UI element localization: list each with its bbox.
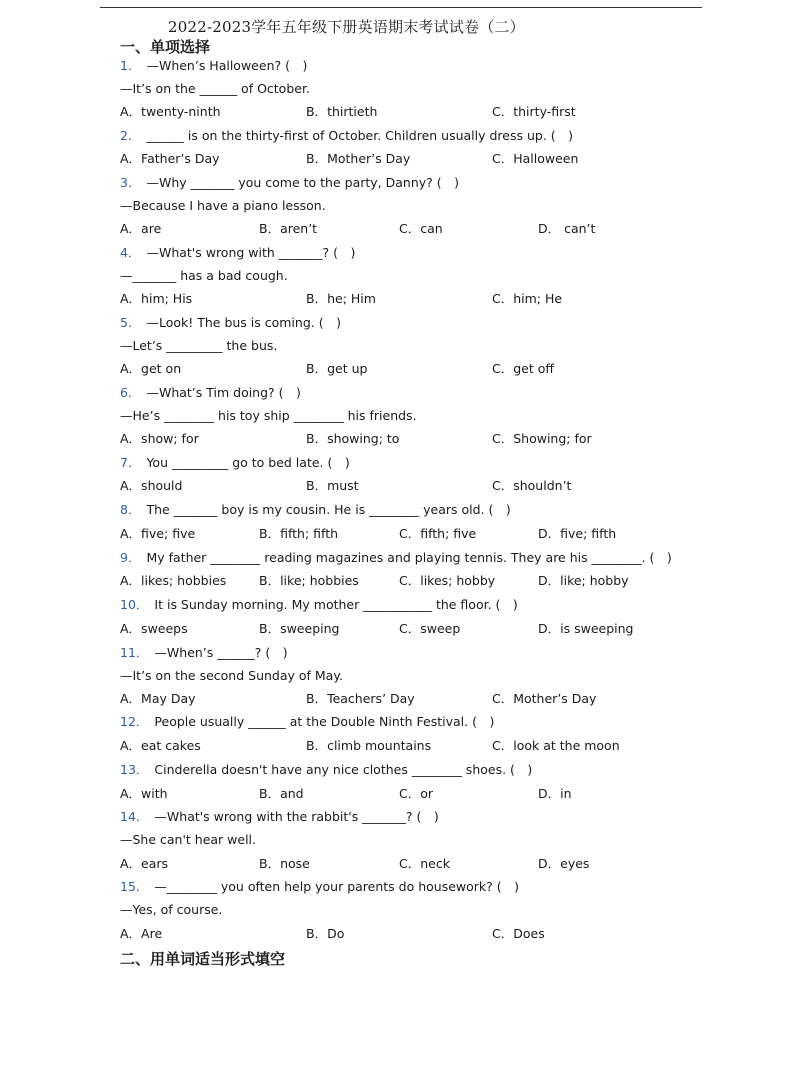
- answer-option: C．Showing; for: [492, 431, 592, 446]
- question-stem: [120, 809, 439, 825]
- question-text: —When’s ______? ( ): [154, 645, 288, 660]
- question-text: It is Sunday morning. My mother ___________ the floor. ( ): [154, 597, 518, 612]
- question-number: 1．: [120, 58, 141, 73]
- question-stem: [120, 597, 518, 613]
- answer-option: C．fifth; five: [399, 526, 477, 541]
- answer-option: C．thirty-first: [492, 104, 576, 119]
- answer-option: A．show; for: [120, 431, 199, 446]
- answer-option: B．aren’t: [259, 221, 318, 236]
- answer-option: C．Mother’s Day: [492, 691, 597, 706]
- answer-option: C．get off: [492, 361, 554, 376]
- question-text: Cinderella doesn't have any nice clothes ________ shoes. ( ): [154, 762, 533, 777]
- question-text: People usually ______ at the Double Ninth Festival. ( ): [154, 714, 495, 729]
- answer-option: A．eat cakes: [120, 738, 201, 753]
- question-reply: —Yes, of course.: [120, 902, 223, 917]
- answer-option: B．must: [306, 478, 359, 493]
- answer-option: B．nose: [259, 856, 310, 871]
- answer-option: A．ears: [120, 856, 169, 871]
- question-text: —What's wrong with _______? ( ): [146, 245, 356, 260]
- answer-option: B．sweeping: [259, 621, 340, 636]
- question-text: You _________ go to bed late. ( ): [146, 455, 350, 470]
- answer-option: A．Are: [120, 926, 163, 941]
- answer-option: D． can’t: [538, 221, 596, 236]
- answer-option: A．twenty-ninth: [120, 104, 221, 119]
- answer-option: A．with: [120, 786, 168, 801]
- question-text: —Look! The bus is coming. ( ): [146, 315, 341, 330]
- answer-option: C．or: [399, 786, 434, 801]
- question-number: 2．: [120, 128, 141, 143]
- answer-option: A．him; His: [120, 291, 193, 306]
- question-text: —What’s Tim doing? ( ): [146, 385, 301, 400]
- question-stem: [120, 879, 519, 895]
- answer-option: A．sweeps: [120, 621, 188, 636]
- question-stem: [120, 385, 301, 401]
- answer-option: D．eyes: [538, 856, 590, 871]
- answer-option: C．him; He: [492, 291, 563, 306]
- question-number: 8．: [120, 502, 141, 517]
- section-heading-1: 一、单项选择: [120, 38, 211, 56]
- answer-option: B．get up: [306, 361, 368, 376]
- answer-option: B．Do: [306, 926, 345, 941]
- question-text: My father ________ reading magazines and playing tennis. They are his ________. ( ): [146, 550, 672, 565]
- answer-option: B．fifth; fifth: [259, 526, 339, 541]
- question-reply: —She can't hear well.: [120, 832, 257, 847]
- question-stem: [120, 245, 355, 261]
- question-number: 13．: [120, 762, 149, 777]
- answer-option: B．climb mountains: [306, 738, 432, 753]
- question-stem: [120, 714, 494, 730]
- answer-option: D．in: [538, 786, 572, 801]
- question-reply: —_______ has a bad cough.: [120, 268, 288, 283]
- answer-option: C．Halloween: [492, 151, 579, 166]
- question-reply: —It’s on the ______ of October.: [120, 81, 310, 96]
- question-reply: —Let’s _________ the bus.: [120, 338, 278, 353]
- section-heading-2: 二、用单词适当形式填空: [120, 950, 286, 968]
- question-number: 5．: [120, 315, 141, 330]
- answer-option: B．Mother’s Day: [306, 151, 411, 166]
- question-number: 11．: [120, 645, 149, 660]
- page-title: 2022-2023学年五年级下册英语期末考试试卷（二）: [168, 18, 525, 36]
- answer-option: B．Teachers’ Day: [306, 691, 415, 706]
- question-number: 3．: [120, 175, 141, 190]
- answer-option: A．should: [120, 478, 183, 493]
- question-number: 15．: [120, 879, 149, 894]
- top-rule: [100, 7, 702, 8]
- question-reply: —He’s ________ his toy ship ________ his friends.: [120, 408, 417, 423]
- question-text: —When’s Halloween? ( ): [146, 58, 308, 73]
- question-stem: [120, 128, 573, 144]
- question-number: 4．: [120, 245, 141, 260]
- answer-option: A．May Day: [120, 691, 196, 706]
- question-stem: [120, 550, 672, 566]
- answer-option: B．thirtieth: [306, 104, 378, 119]
- question-text: —________ you often help your parents do housework? ( ): [154, 879, 520, 894]
- question-number: 6．: [120, 385, 141, 400]
- answer-option: C．look at the moon: [492, 738, 620, 753]
- question-stem: [120, 315, 341, 331]
- question-number: 10．: [120, 597, 149, 612]
- answer-option: C．can: [399, 221, 443, 236]
- question-text: The _______ boy is my cousin. He is ________ years old. ( ): [146, 502, 511, 517]
- question-number: 9．: [120, 550, 141, 565]
- answer-option: A．five; five: [120, 526, 196, 541]
- answer-option: D．like; hobby: [538, 573, 629, 588]
- answer-option: C．Does: [492, 926, 545, 941]
- question-number: 7．: [120, 455, 141, 470]
- question-reply: —It’s on the second Sunday of May.: [120, 668, 343, 683]
- answer-option: B．like; hobbies: [259, 573, 359, 588]
- answer-option: C．sweep: [399, 621, 461, 636]
- question-stem: [120, 762, 532, 778]
- answer-option: B．he; Him: [306, 291, 376, 306]
- question-stem: [120, 455, 350, 471]
- answer-option: A．likes; hobbies: [120, 573, 227, 588]
- question-reply: —Because I have a piano lesson.: [120, 198, 326, 213]
- answer-option: A．get on: [120, 361, 182, 376]
- question-text: —Why _______ you come to the party, Danny? ( ): [146, 175, 460, 190]
- answer-option: C．shouldn’t: [492, 478, 572, 493]
- question-stem: [120, 58, 307, 74]
- question-stem: [120, 502, 511, 518]
- question-text: —What's wrong with the rabbit's _______? ( ): [154, 809, 439, 824]
- question-stem: [120, 175, 459, 191]
- answer-option: B．showing; to: [306, 431, 400, 446]
- answer-option: C．neck: [399, 856, 450, 871]
- answer-option: A．Father’s Day: [120, 151, 220, 166]
- answer-option: C．likes; hobby: [399, 573, 496, 588]
- answer-option: A．are: [120, 221, 162, 236]
- question-text: ______ is on the thirty-first of October. Children usually dress up. ( ): [146, 128, 574, 143]
- answer-option: D．is sweeping: [538, 621, 634, 636]
- question-number: 12．: [120, 714, 149, 729]
- question-number: 14．: [120, 809, 149, 824]
- answer-option: D．five; fifth: [538, 526, 617, 541]
- answer-option: B．and: [259, 786, 304, 801]
- question-stem: [120, 645, 288, 661]
